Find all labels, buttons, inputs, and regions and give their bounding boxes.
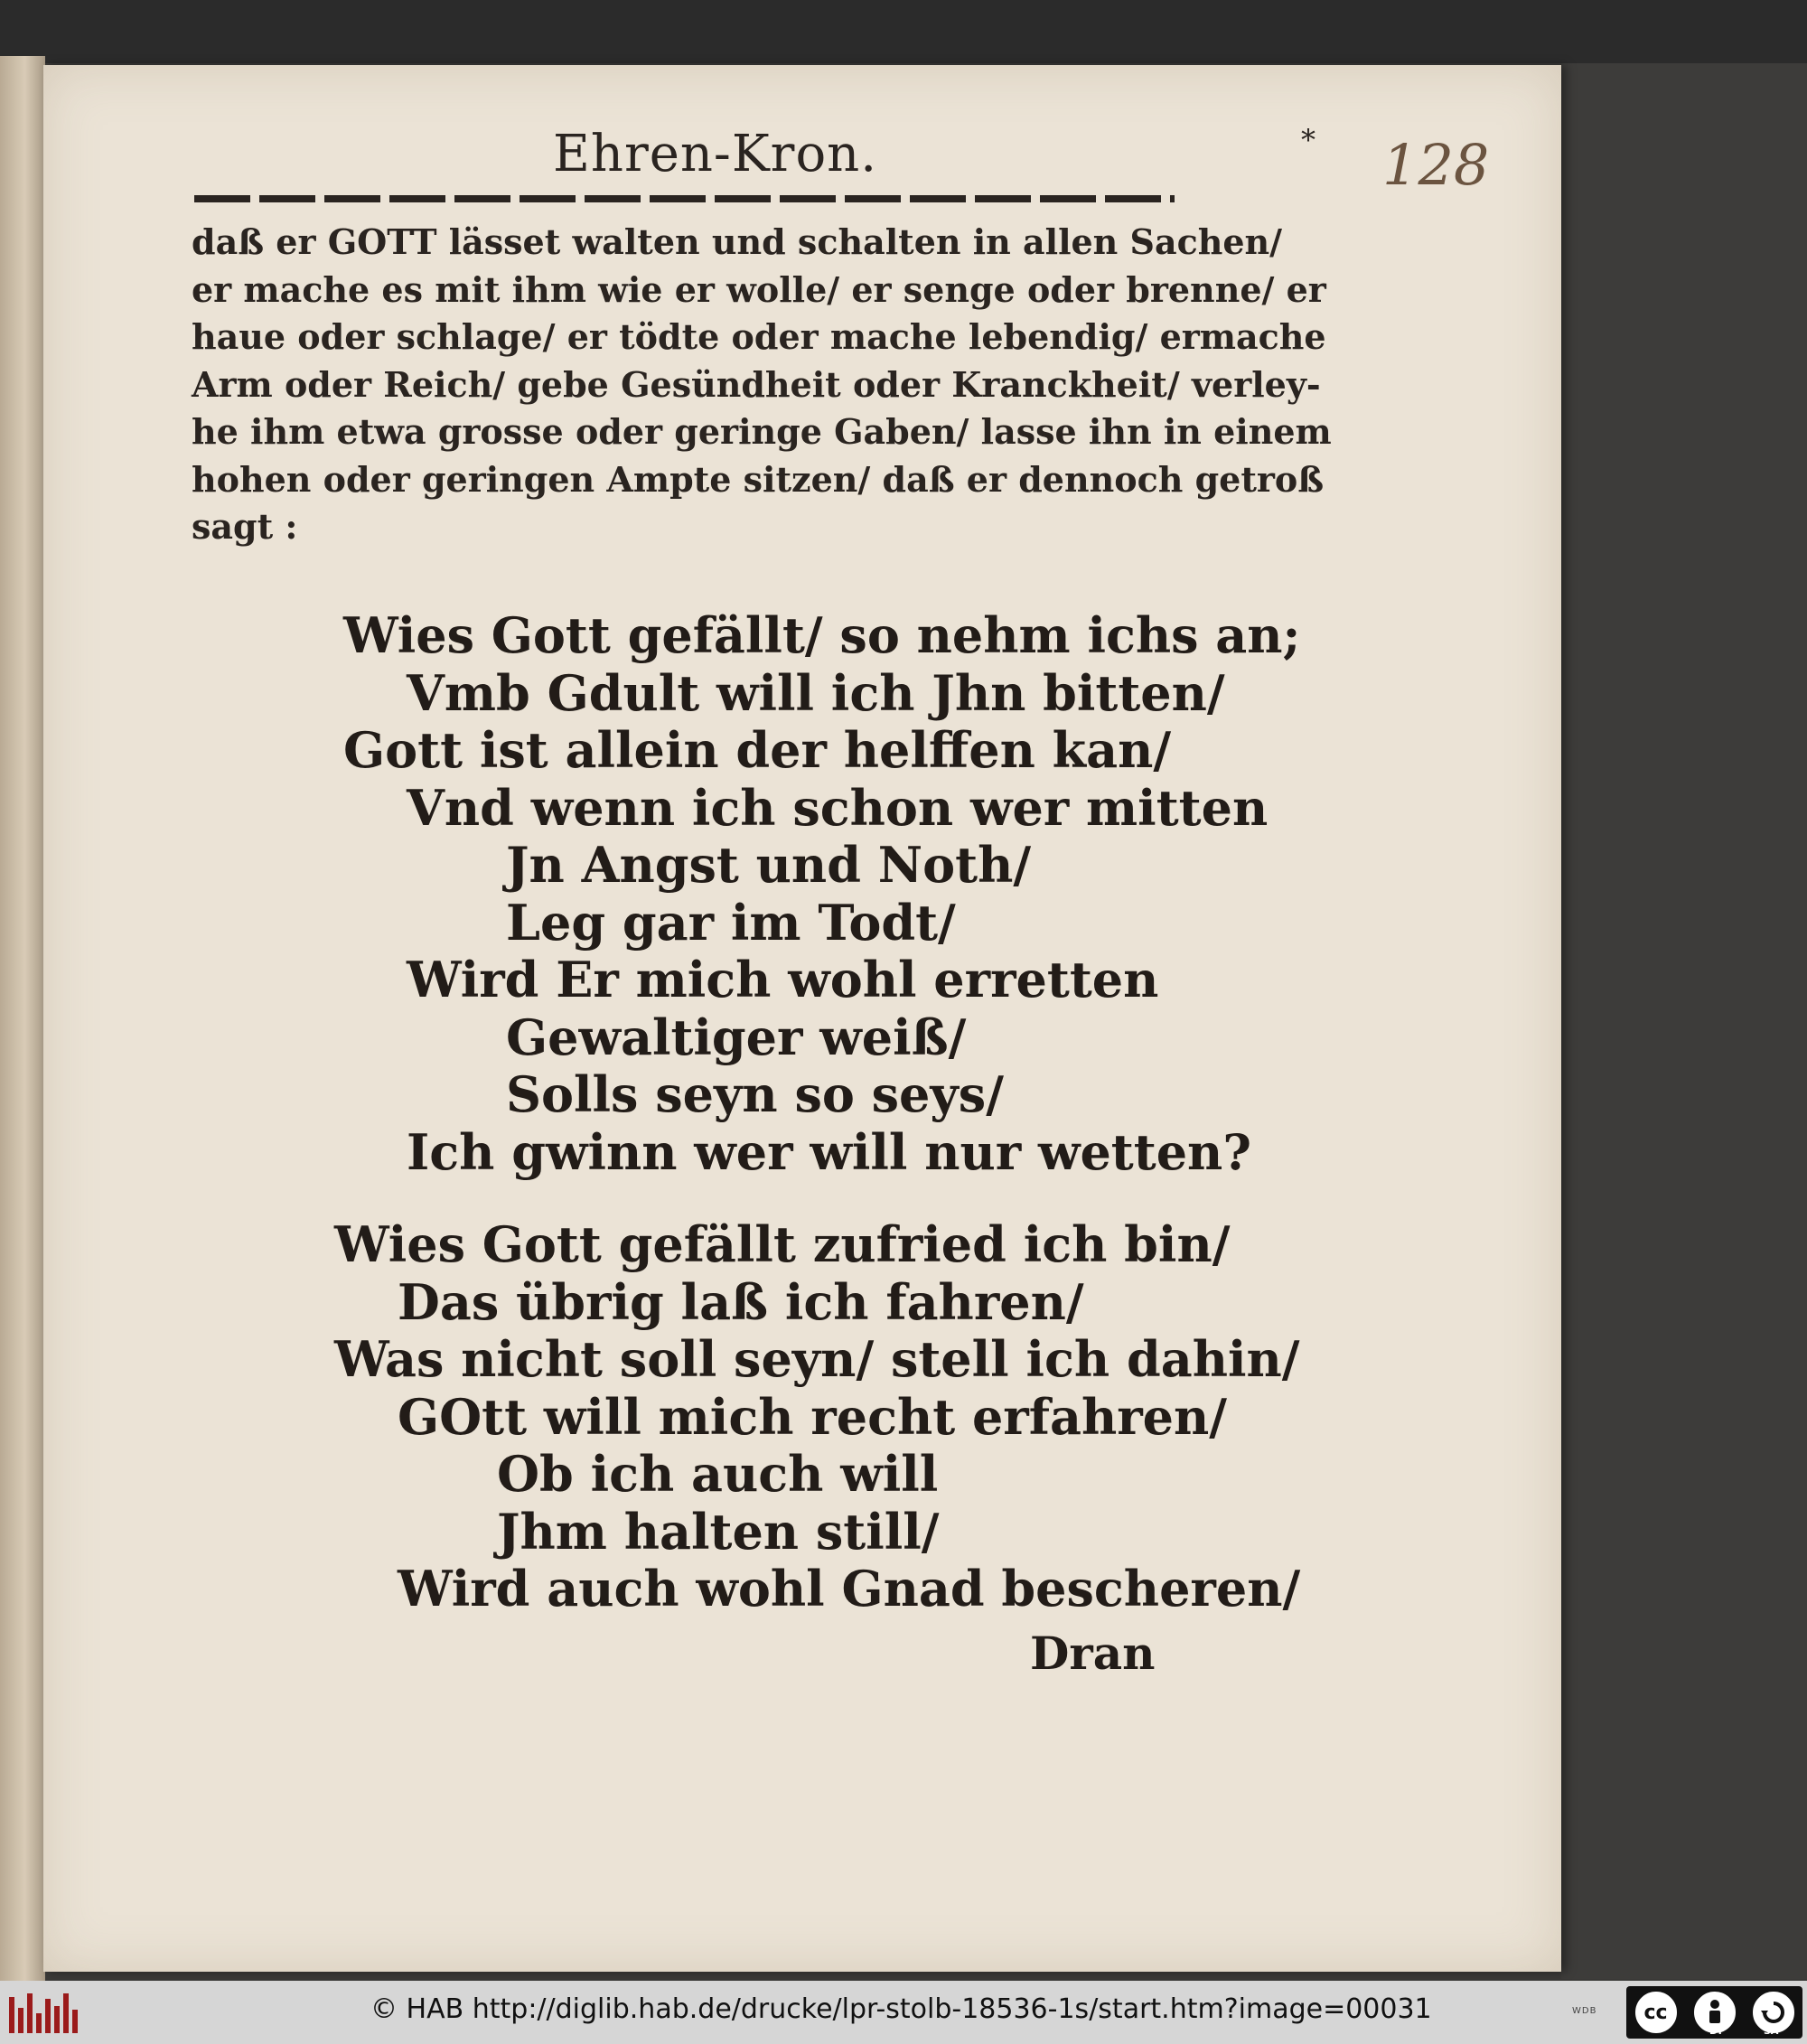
prose-line: he ihm etwa grosse oder geringe Gaben/ lasse ihn in einem	[192, 411, 1332, 452]
verse-line: Das übrig laß ich fahren/	[398, 1272, 1084, 1331]
verse-line: Solls seyn so seys/	[506, 1065, 1004, 1123]
verse-line: Wies Gott gefällt zufried ich bin/	[334, 1215, 1231, 1273]
copyright-link[interactable]: © HAB http://diglib.hab.de/drucke/lpr-stolb-18536-1s/start.htm?image=00031	[370, 1993, 1432, 2025]
verse-line: Wird auch wohl Gnad bescheren/	[398, 1560, 1301, 1617]
prose-block	[192, 219, 1332, 551]
prose-line: daß er GOTT lässet walten und schalten in allen Sachen/	[192, 221, 1283, 262]
verse-line: GOtt will mich recht erfahren/	[398, 1387, 1228, 1446]
verse-line: Gott ist allein der helffen kan/	[343, 721, 1172, 779]
page-number: 128	[1382, 132, 1490, 198]
star-mark: *	[1301, 123, 1315, 157]
catchword: Dran	[1030, 1627, 1156, 1680]
verse-line: Leg gar im Todt/	[506, 893, 956, 952]
verse-line: Gewaltiger weiß/	[506, 1008, 967, 1066]
cc-icon: cc	[1633, 1989, 1680, 2036]
running-header: Ehren-Kron.	[553, 125, 878, 183]
wdb-label: WDB	[1572, 2006, 1597, 2016]
hab-logo-icon[interactable]	[9, 1992, 81, 2033]
scan-background	[0, 0, 1807, 63]
prose-line: Arm oder Reich/ gebe Gesündheit oder Kranckheit/ verley-	[192, 363, 1321, 405]
scan-background-right	[1561, 63, 1807, 1979]
verse-line: Wies Gott gefällt/ so nehm ichs an;	[343, 606, 1301, 664]
verse-line: Vnd wenn ich schon wer mitten	[407, 778, 1269, 837]
verse-line: Jhm halten still/	[497, 1502, 940, 1561]
viewer-footer	[0, 1981, 1807, 2044]
left-page-edge	[0, 56, 45, 1981]
verse-line: Ob ich auch will	[497, 1445, 939, 1503]
verse-line: Ich gwinn wer will nur wetten?	[407, 1122, 1251, 1181]
verse-stanza-1	[343, 607, 1301, 1181]
prose-line: haue oder schlage/ er tödte oder mache lebendig/ ermache	[192, 316, 1326, 357]
verse-line: Wird Er mich wohl erretten	[407, 951, 1159, 1008]
license-sa-label: SA	[1764, 2025, 1779, 2037]
verse-line: Jn Angst und Noth/	[506, 836, 1032, 894]
verse-line: Was nicht soll seyn/ stell ich dahin/	[334, 1330, 1300, 1388]
header-rule	[194, 195, 1175, 202]
prose-line: hohen oder geringen Ampte sitzen/ daß er dennoch getroß	[192, 458, 1325, 500]
verse-stanza-2	[334, 1216, 1300, 1618]
license-by-label: BY	[1709, 2025, 1724, 2037]
cc-license-badge[interactable]	[1626, 1986, 1802, 2039]
prose-line: er mache es mit ihm wie er wolle/ er senge oder brenne/ er	[192, 268, 1326, 310]
prose-line: sagt :	[192, 506, 298, 547]
verse-line: Vmb Gdult will ich Jhn bitten/	[407, 663, 1225, 722]
